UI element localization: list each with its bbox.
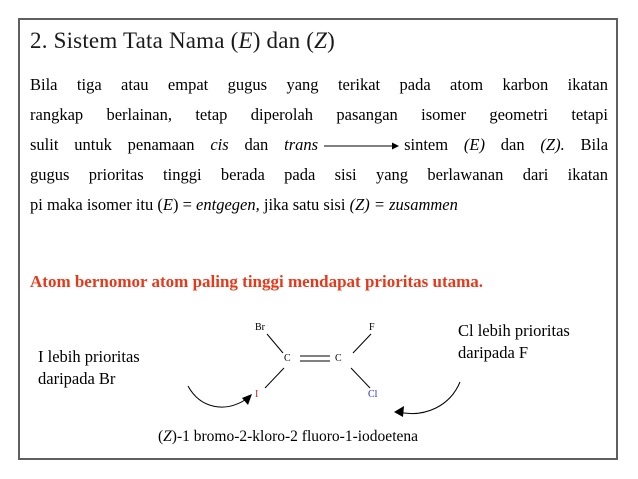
compound-name: (Z)-1 bromo-2-kloro-2 fluoro-1-iodoetena <box>158 428 419 445</box>
text-segment: jika satu sisi <box>259 195 350 214</box>
term-trans: trans <box>284 135 319 154</box>
term-entgegen: entgegen, <box>196 195 260 214</box>
note-left-line-2: daripada Br <box>38 369 116 388</box>
title-prefix: 2. Sistem Tata Nama ( <box>30 28 239 53</box>
title-z: Z <box>314 28 328 53</box>
priority-rule: Atom bernomor atom paling tinggi mendapat prioritas utama. <box>30 272 484 291</box>
text-segment: sulit untuk penamaan <box>30 135 211 154</box>
text-segment: Bila <box>564 135 609 154</box>
body-paragraph <box>30 70 608 220</box>
note-right-line-1: Cl lebih prioritas <box>458 321 570 340</box>
atom-i: I <box>255 389 259 400</box>
atom-f: F <box>369 322 375 333</box>
paragraph-line-3 <box>30 130 608 160</box>
bond-c-i <box>265 368 284 388</box>
atom-c2: C <box>335 353 342 364</box>
text-segment: dan <box>228 135 285 154</box>
paragraph-line-5 <box>30 190 608 220</box>
curved-arrow-left <box>188 386 248 407</box>
title-suffix: ) <box>327 28 336 53</box>
title-e: E <box>238 28 253 53</box>
term-z: (Z). <box>540 135 565 154</box>
note-left-line-1: I lebih prioritas <box>38 347 140 366</box>
bond-c-cl <box>351 368 370 388</box>
atom-c1: C <box>284 353 291 364</box>
caption-text: -1 bromo-2-kloro-2 fluoro-1-iodoetena <box>176 428 419 445</box>
term-cis: cis <box>210 135 229 154</box>
term-e: E <box>162 195 173 214</box>
text-segment: pi maka isomer itu ( <box>30 195 163 214</box>
paragraph-line-2: rangkap berlainan, tetap diperolah pasangan isomer geometri tetapi <box>30 105 608 124</box>
bond-f-c <box>353 334 371 353</box>
note-left <box>38 346 140 390</box>
arrowhead-right <box>394 406 404 417</box>
slide-title <box>30 28 335 54</box>
right-arrow-icon <box>322 141 400 151</box>
curved-arrow-right <box>398 382 460 414</box>
caption-z: Z <box>163 428 172 445</box>
atom-br: Br <box>255 322 265 333</box>
atom-cl: Cl <box>368 389 378 400</box>
paragraph-line-1: Bila tiga atau empat gugus yang terikat pada atom karbon ikatan <box>30 75 608 94</box>
term-zusammen: (Z) = zusammen <box>349 195 458 214</box>
text-segment: ) = <box>172 195 197 214</box>
title-mid: ) dan ( <box>252 28 315 53</box>
note-right <box>458 320 570 364</box>
paragraph-line-4: gugus prioritas tinggi berada pada sisi yang berlawanan dari ikatan <box>30 165 608 184</box>
bond-br-c <box>267 334 283 353</box>
text-segment: dan <box>484 135 541 154</box>
arrowhead-left <box>242 394 252 405</box>
slide <box>18 18 618 460</box>
note-right-line-2: daripada F <box>458 343 529 362</box>
term-e: (E) <box>463 135 485 154</box>
text-segment: sintem <box>404 135 464 154</box>
